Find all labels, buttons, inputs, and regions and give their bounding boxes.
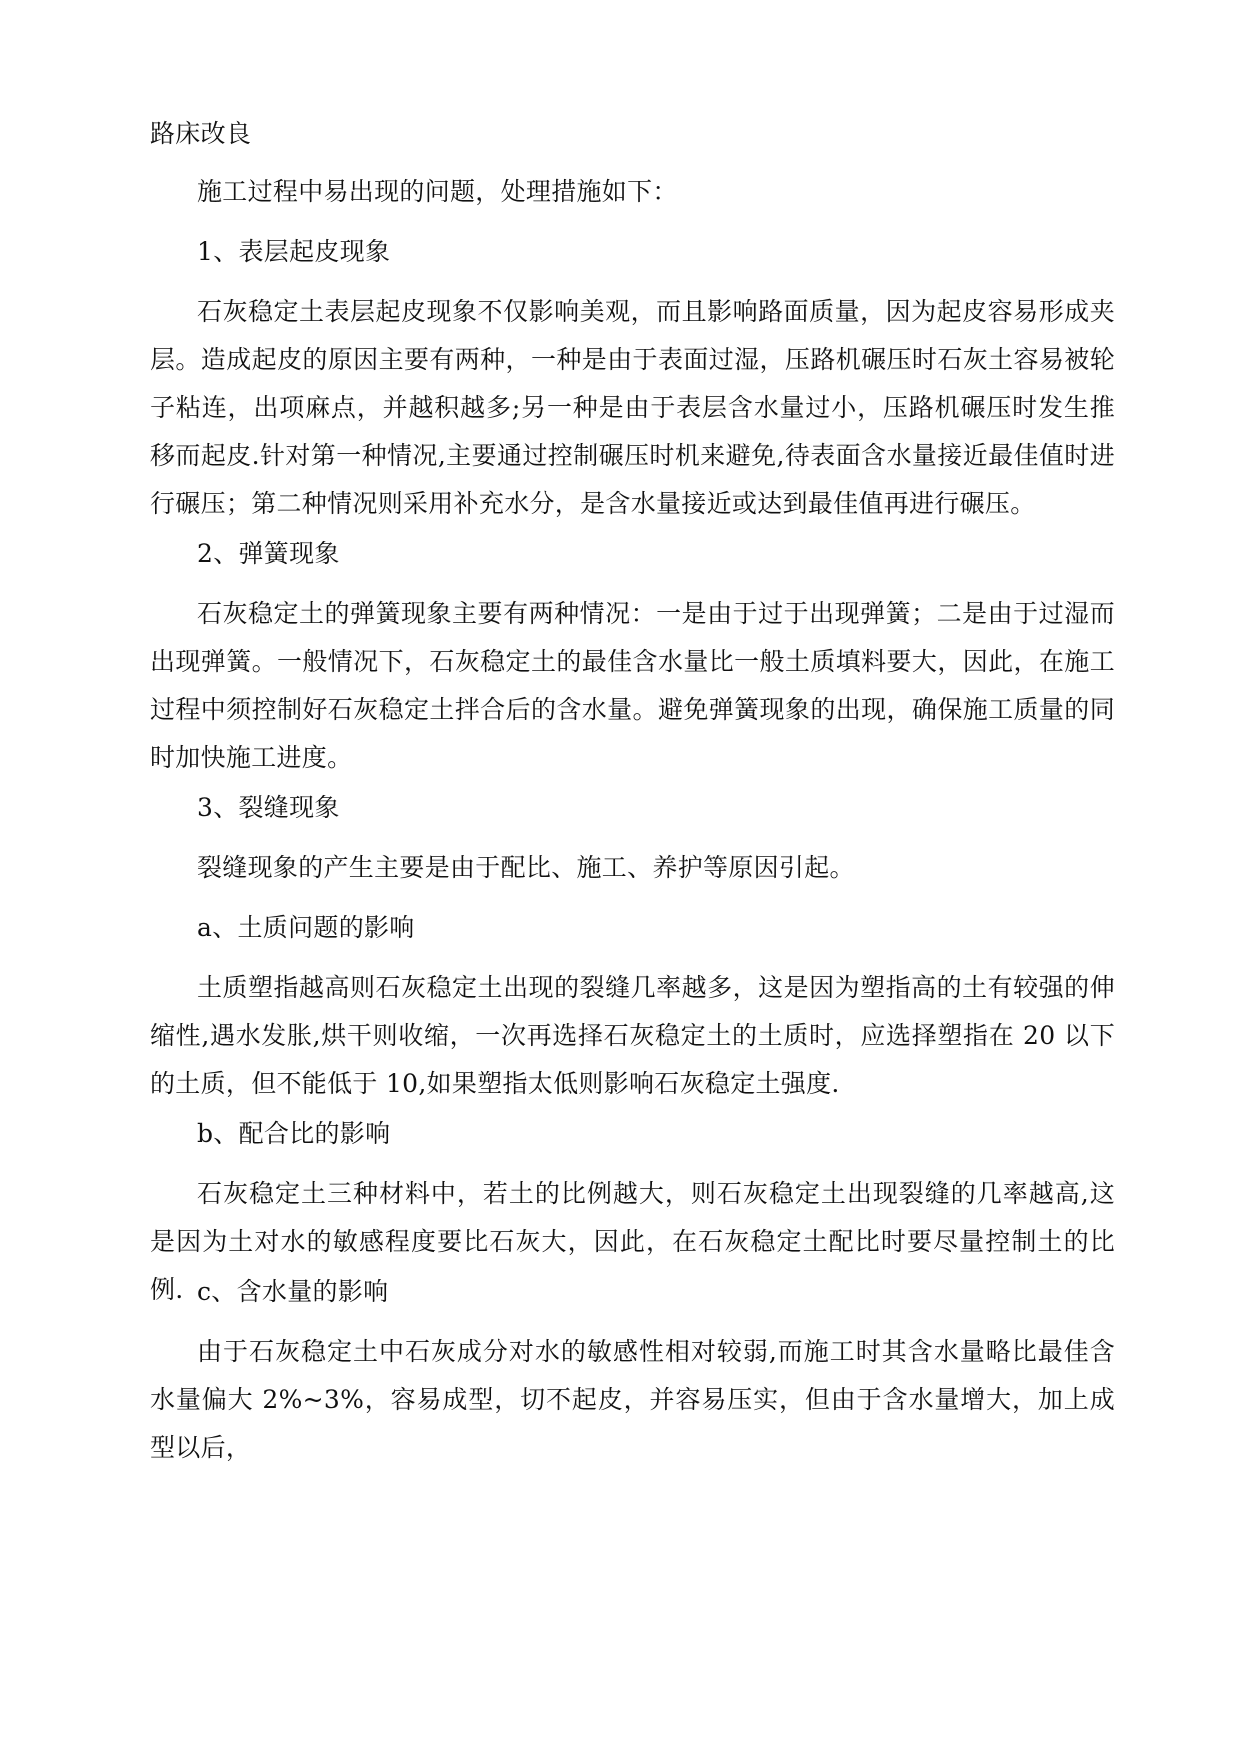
section-heading-cracking: 3、裂缝现象 (197, 793, 340, 822)
paragraph-water-content: 由于石灰稳定土中石灰成分对水的敏感性相对较弱,而施工时其含水量略比最佳含水量偏大 2%~3%，容易成型，切不起皮，并容易压实，但由于含水量增大，加上成型以后， (150, 1337, 1115, 1462)
document-title: 路床改良 (150, 119, 252, 148)
paragraph-mix-ratio: 石灰稳定土三种材料中，若土的比例越大，则石灰稳定土出现裂缝的几率越高,这是因为土对水的敏感程度要比石灰大，因此，在石灰稳定土配比时要尽量控制土的比例. (150, 1179, 1115, 1304)
intro-paragraph: 施工过程中易出现的问题，处理措施如下： (197, 177, 678, 206)
subheading-water-content: c、含水量的影响 (197, 1277, 389, 1306)
paragraph-soil-quality: 土质塑指越高则石灰稳定土出现的裂缝几率越多，这是因为塑指高的土有较强的伸缩性,遇水发胀,烘干则收缩，一次再选择石灰稳定土的土质时，应选择塑指在 20 以下的土质，但不能低于 10,如果塑指太低则影响石灰稳定土强度. (150, 973, 1115, 1098)
subheading-soil-quality: a、土质问题的影响 (197, 913, 415, 942)
section-heading-spring: 2、弹簧现象 (197, 539, 340, 568)
paragraph-spring: 石灰稳定土的弹簧现象主要有两种情况：一是由于过于出现弹簧；二是由于过湿而出现弹簧。一般情况下，石灰稳定土的最佳含水量比一般土质填料要大，因此，在施工过程中须控制好石灰稳定土拌合后的含水量。避免弹簧现象的出现，确保施工质量的同时加快施工进度。 (150, 599, 1115, 772)
paragraph-peeling: 石灰稳定土表层起皮现象不仅影响美观，而且影响路面质量，因为起皮容易形成夹层。造成起皮的原因主要有两种，一种是由于表面过湿，压路机碾压时石灰土容易被轮子粘连，出项麻点，并越积越多;另一种是由于表层含水量过小，压路机碾压时发生推移而起皮.针对第一种情况,主要通过控制碾压时机来避免,待表面含水量接近最佳值时进行碾压；第二种情况则采用补充水分，是含水量接近或达到最佳值再进行碾压。 (150, 297, 1115, 518)
paragraph-cracking-causes: 裂缝现象的产生主要是由于配比、施工、养护等原因引起。 (197, 853, 855, 882)
section-heading-peeling: 1、表层起皮现象 (197, 237, 391, 266)
subheading-mix-ratio: b、配合比的影响 (197, 1119, 391, 1148)
